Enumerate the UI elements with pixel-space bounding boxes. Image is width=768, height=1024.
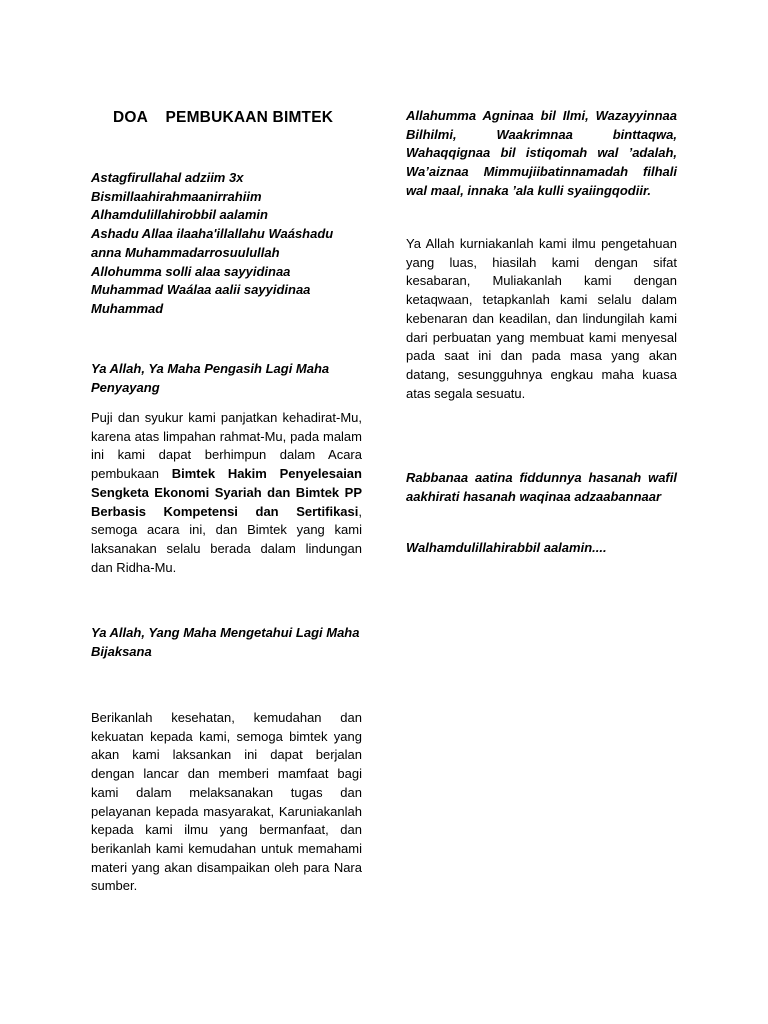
prayer-translation: Ya Allah kurniakanlah kami ilmu pengetahuan yang luas, hiasilah kami dengan sifat kesabaran, Muliakanlah kami dengan ketaqwaan, tetapkanlah kami selalu dalam kebenaran dan keadilan, dan lindungilah kami dari perbuatan yang membuat kami menyesal pada saat ini dan pada masa yang akan datang, sesungguhnya engkau maha kuasa atas segala sesuatu. xyxy=(406,236,677,401)
opening-line: anna Muhammadarrosuulullah xyxy=(91,244,280,260)
paragraph-syukur-ending: , semoga acara ini, dan Bimtek yang kami laksanakan selalu berada dalam lindungan dan Ridha-Mu. xyxy=(91,503,362,575)
opening-line: Muhammad xyxy=(91,300,164,316)
section-heading-pengasih: Ya Allah, Ya Maha Pengasih Lagi Maha Penyayang xyxy=(91,361,330,395)
event-name: Bimtek Hakim Penyelesaian Sengketa Ekonomi Syariah dan Bimtek PP Berbasis Kompetensi dan Sertifikasi xyxy=(91,466,362,519)
paragraph-syukur-text: Puji dan syukur kami panjatkan kehadirat-Mu, karena atas limpahan rahmat-Mu, pada malam ini kami dapat berhimpun dalam Acara pembukaan xyxy=(91,410,362,482)
opening-line: Allohumma solli alaa sayyidinaa xyxy=(91,263,291,279)
closing-line: Walhamdulillahirabbil aalamin.... xyxy=(406,540,607,555)
arabic-prayer: Allahumma Agninaa bil Ilmi, Wazayyinnaa Bilhilmi, Waakrimnaa binttaqwa, Wahaqqignaa bil istiqomah wal ’adalah, Wa’aiznaa Mimmujiibatinnamadah filhali wal maal, innaka ’ala kulli syaiingqodiir. xyxy=(406,108,677,198)
opening-line: Ashadu Allaa ilaaha'illallahu Waáshadu xyxy=(91,226,334,242)
section-heading-bijaksana: Ya Allah, Yang Maha Mengetahui Lagi Maha Bijaksana xyxy=(91,625,360,659)
paragraph-permohonan: Berikanlah kesehatan, kemudahan dan kekuatan kepada kami, semoga bimtek yang akan kami laksankan ini dapat berjalan dengan lancar dan memberi mamfaat bagi kami dalam melaksanakan tugas dan pelayanan kepada masyarakat, Karuniakanlah kepada kami ilmu yang bermanfaat, dan berikanlah kami kemudahan untuk memahami materi yang akan disampaikan oleh para Nara sumber. xyxy=(91,710,362,894)
opening-line: Astagfirullahal adziim 3x xyxy=(91,170,244,185)
page-title: DOA PEMBUKAAN BIMTEK xyxy=(113,109,334,126)
opening-line: Alhamdulillahirobbil aalamin xyxy=(91,207,268,223)
opening-line: Muhammad Waálaa aalii sayyidinaa xyxy=(91,282,311,298)
opening-line: Bismillaahirahmaanirrahiim xyxy=(91,188,262,204)
rabbanaa-prayer: Rabbanaa aatina fiddunnya hasanah wafil aakhirati hasanah waqinaa adzaabannaar xyxy=(406,470,677,504)
paragraph-syukur xyxy=(91,409,362,577)
opening-invocation xyxy=(91,169,362,319)
